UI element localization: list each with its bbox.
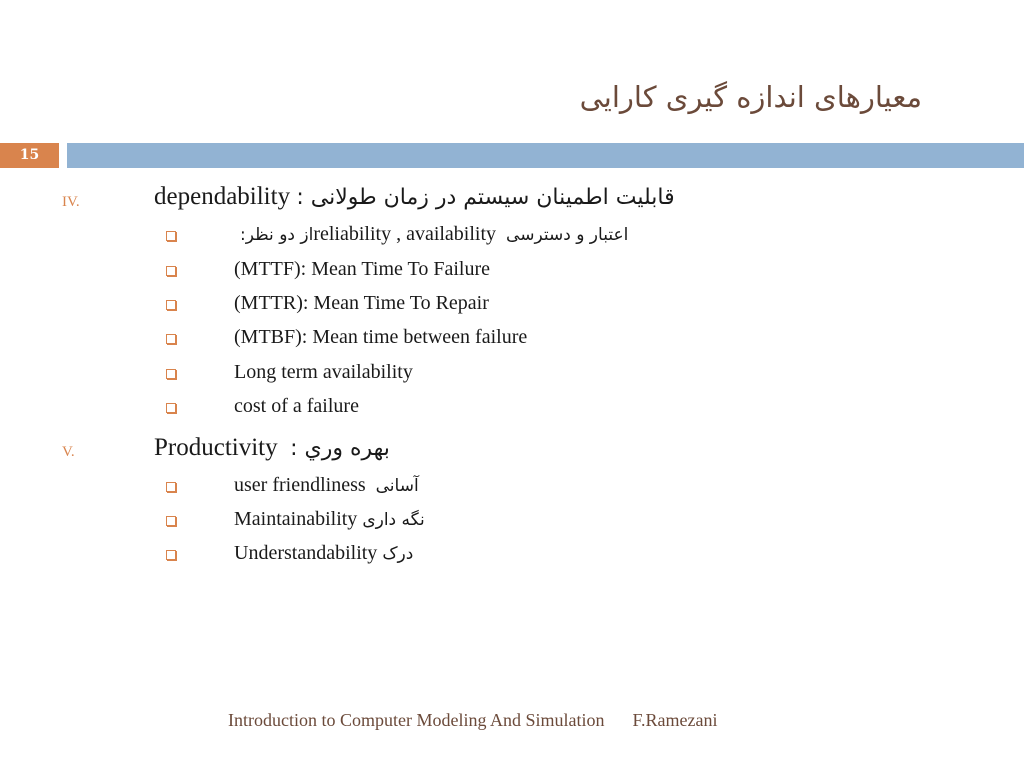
bullet-icon	[166, 550, 176, 560]
bullet-icon	[166, 482, 176, 492]
slide-title: معیارهای اندازه گیری کارایی	[579, 80, 922, 114]
list-item: (MTTF): Mean Time To Failure	[234, 258, 491, 280]
bullet-icon	[166, 334, 176, 344]
list-item	[234, 474, 419, 497]
bullet-icon	[166, 403, 176, 413]
item-fa: درک	[382, 544, 414, 564]
section-heading-productivity	[154, 434, 390, 462]
item-en: reliability , availability	[313, 223, 497, 245]
list-item	[234, 542, 413, 565]
section-numeral: V.	[62, 444, 75, 460]
bullet-icon	[166, 266, 176, 276]
bullet-icon	[166, 231, 176, 241]
section-numeral: IV.	[62, 194, 80, 210]
heading-fa: بهره وري :	[290, 436, 390, 461]
bullet-icon	[166, 300, 176, 310]
section-heading-dependability	[154, 183, 675, 211]
item-en: user friendliness	[234, 474, 366, 496]
slide-number: 15	[0, 143, 59, 168]
list-item	[234, 508, 425, 531]
item-fa: آسانی	[375, 476, 419, 496]
item-en: Maintainability	[234, 508, 358, 530]
item-fa: نگه داری	[362, 510, 425, 530]
bullet-icon	[166, 516, 176, 526]
footer-course: Introduction to Computer Modeling And Simulation	[228, 710, 605, 730]
item-fa-right: اعتبار و دسترسی	[506, 225, 629, 245]
list-item: (MTBF): Mean time between failure	[234, 326, 528, 348]
item-fa-left: :از دو نظر	[240, 225, 314, 245]
bullet-icon	[166, 369, 176, 379]
item-en: Understandability	[234, 542, 378, 564]
heading-fa: قابلیت اطمینان سیستم در زمان طولانی :	[296, 185, 675, 210]
list-item: (MTTR): Mean Time To Repair	[234, 292, 489, 314]
heading-en: dependability	[154, 183, 291, 210]
list-item	[240, 223, 628, 246]
list-item: Long term availability	[234, 361, 413, 383]
heading-en: Productivity	[154, 434, 278, 461]
header-bar	[67, 143, 1024, 168]
list-item: cost of a failure	[234, 395, 359, 417]
footer-author: F.Ramezani	[632, 710, 718, 730]
footer	[228, 710, 718, 731]
